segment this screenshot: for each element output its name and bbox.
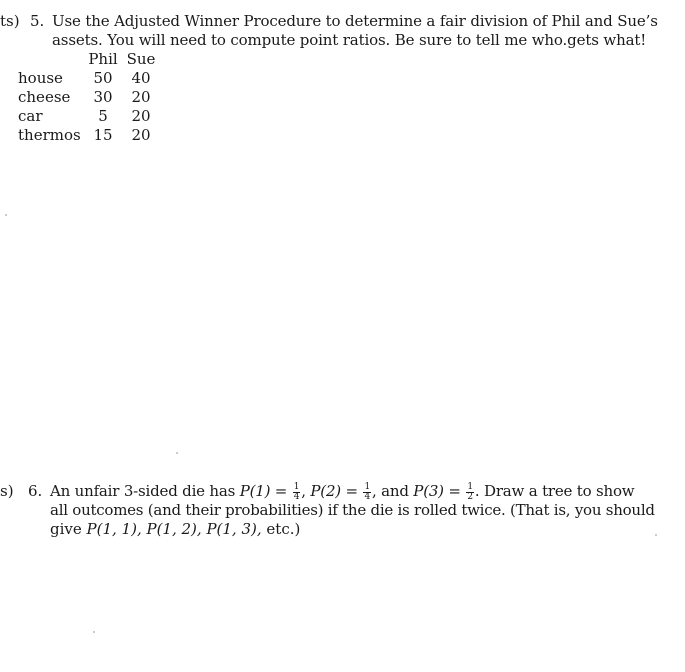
- denominator: 4: [364, 491, 370, 502]
- prob-3: P(3) =: [413, 482, 466, 500]
- sep: ,: [301, 482, 311, 500]
- phil-value: 5: [98, 107, 108, 125]
- text: . Draw a tree to show: [474, 482, 635, 500]
- header-phil: Phil: [88, 50, 118, 68]
- fraction-one-half: [466, 483, 474, 502]
- sue-value: 20: [131, 107, 151, 125]
- denominator: 2: [467, 491, 473, 502]
- numerator: 1: [467, 481, 473, 492]
- problem-5-margin-points: ts): [0, 12, 20, 30]
- item-name: car: [18, 107, 43, 125]
- item-name: house: [18, 69, 63, 87]
- problem-5-line-2: assets. You will need to compute point ratios. Be sure to tell me who.gets what!: [52, 31, 647, 49]
- problem-5-number: 5.: [30, 12, 45, 30]
- scan-speck: [655, 534, 657, 536]
- text: etc.): [261, 520, 301, 538]
- prob-2: P(2) =: [310, 482, 363, 500]
- problem-6-number: 6.: [28, 482, 43, 500]
- phil-value: 15: [93, 126, 113, 144]
- sep: , and: [371, 482, 414, 500]
- problem-6-line-2: all outcomes (and their probabilities) if the die is rolled twice. (That is, you should: [50, 501, 655, 519]
- scan-speck: [176, 452, 178, 454]
- phil-value: 50: [93, 69, 113, 87]
- fraction-one-quarter: [293, 483, 301, 502]
- outcome-probabilities: P(1, 1), P(1, 2), P(1, 3),: [86, 520, 262, 538]
- phil-value: 30: [93, 88, 113, 106]
- denominator: 4: [293, 491, 300, 502]
- fraction-one-quarter: [363, 483, 371, 502]
- problem-6-line-3: [50, 520, 300, 539]
- sue-value: 40: [131, 69, 151, 87]
- numerator: 1: [293, 481, 300, 492]
- numerator: 1: [364, 481, 370, 492]
- scan-speck: [93, 631, 95, 633]
- problem-6-line-1: [50, 482, 634, 502]
- text: give: [50, 520, 87, 538]
- header-sue: Sue: [126, 50, 156, 68]
- problem-6-margin-points: s): [0, 482, 14, 500]
- item-name: cheese: [18, 88, 71, 106]
- scan-speck: [5, 214, 7, 216]
- sue-value: 20: [131, 88, 151, 106]
- prob-1: P(1) =: [239, 482, 292, 500]
- item-name: thermos: [18, 126, 81, 144]
- problem-5-line-1: Use the Adjusted Winner Procedure to determine a fair division of Phil and Sue’s: [52, 12, 658, 30]
- sue-value: 20: [131, 126, 151, 144]
- text: An unfair 3-sided die has: [50, 482, 240, 500]
